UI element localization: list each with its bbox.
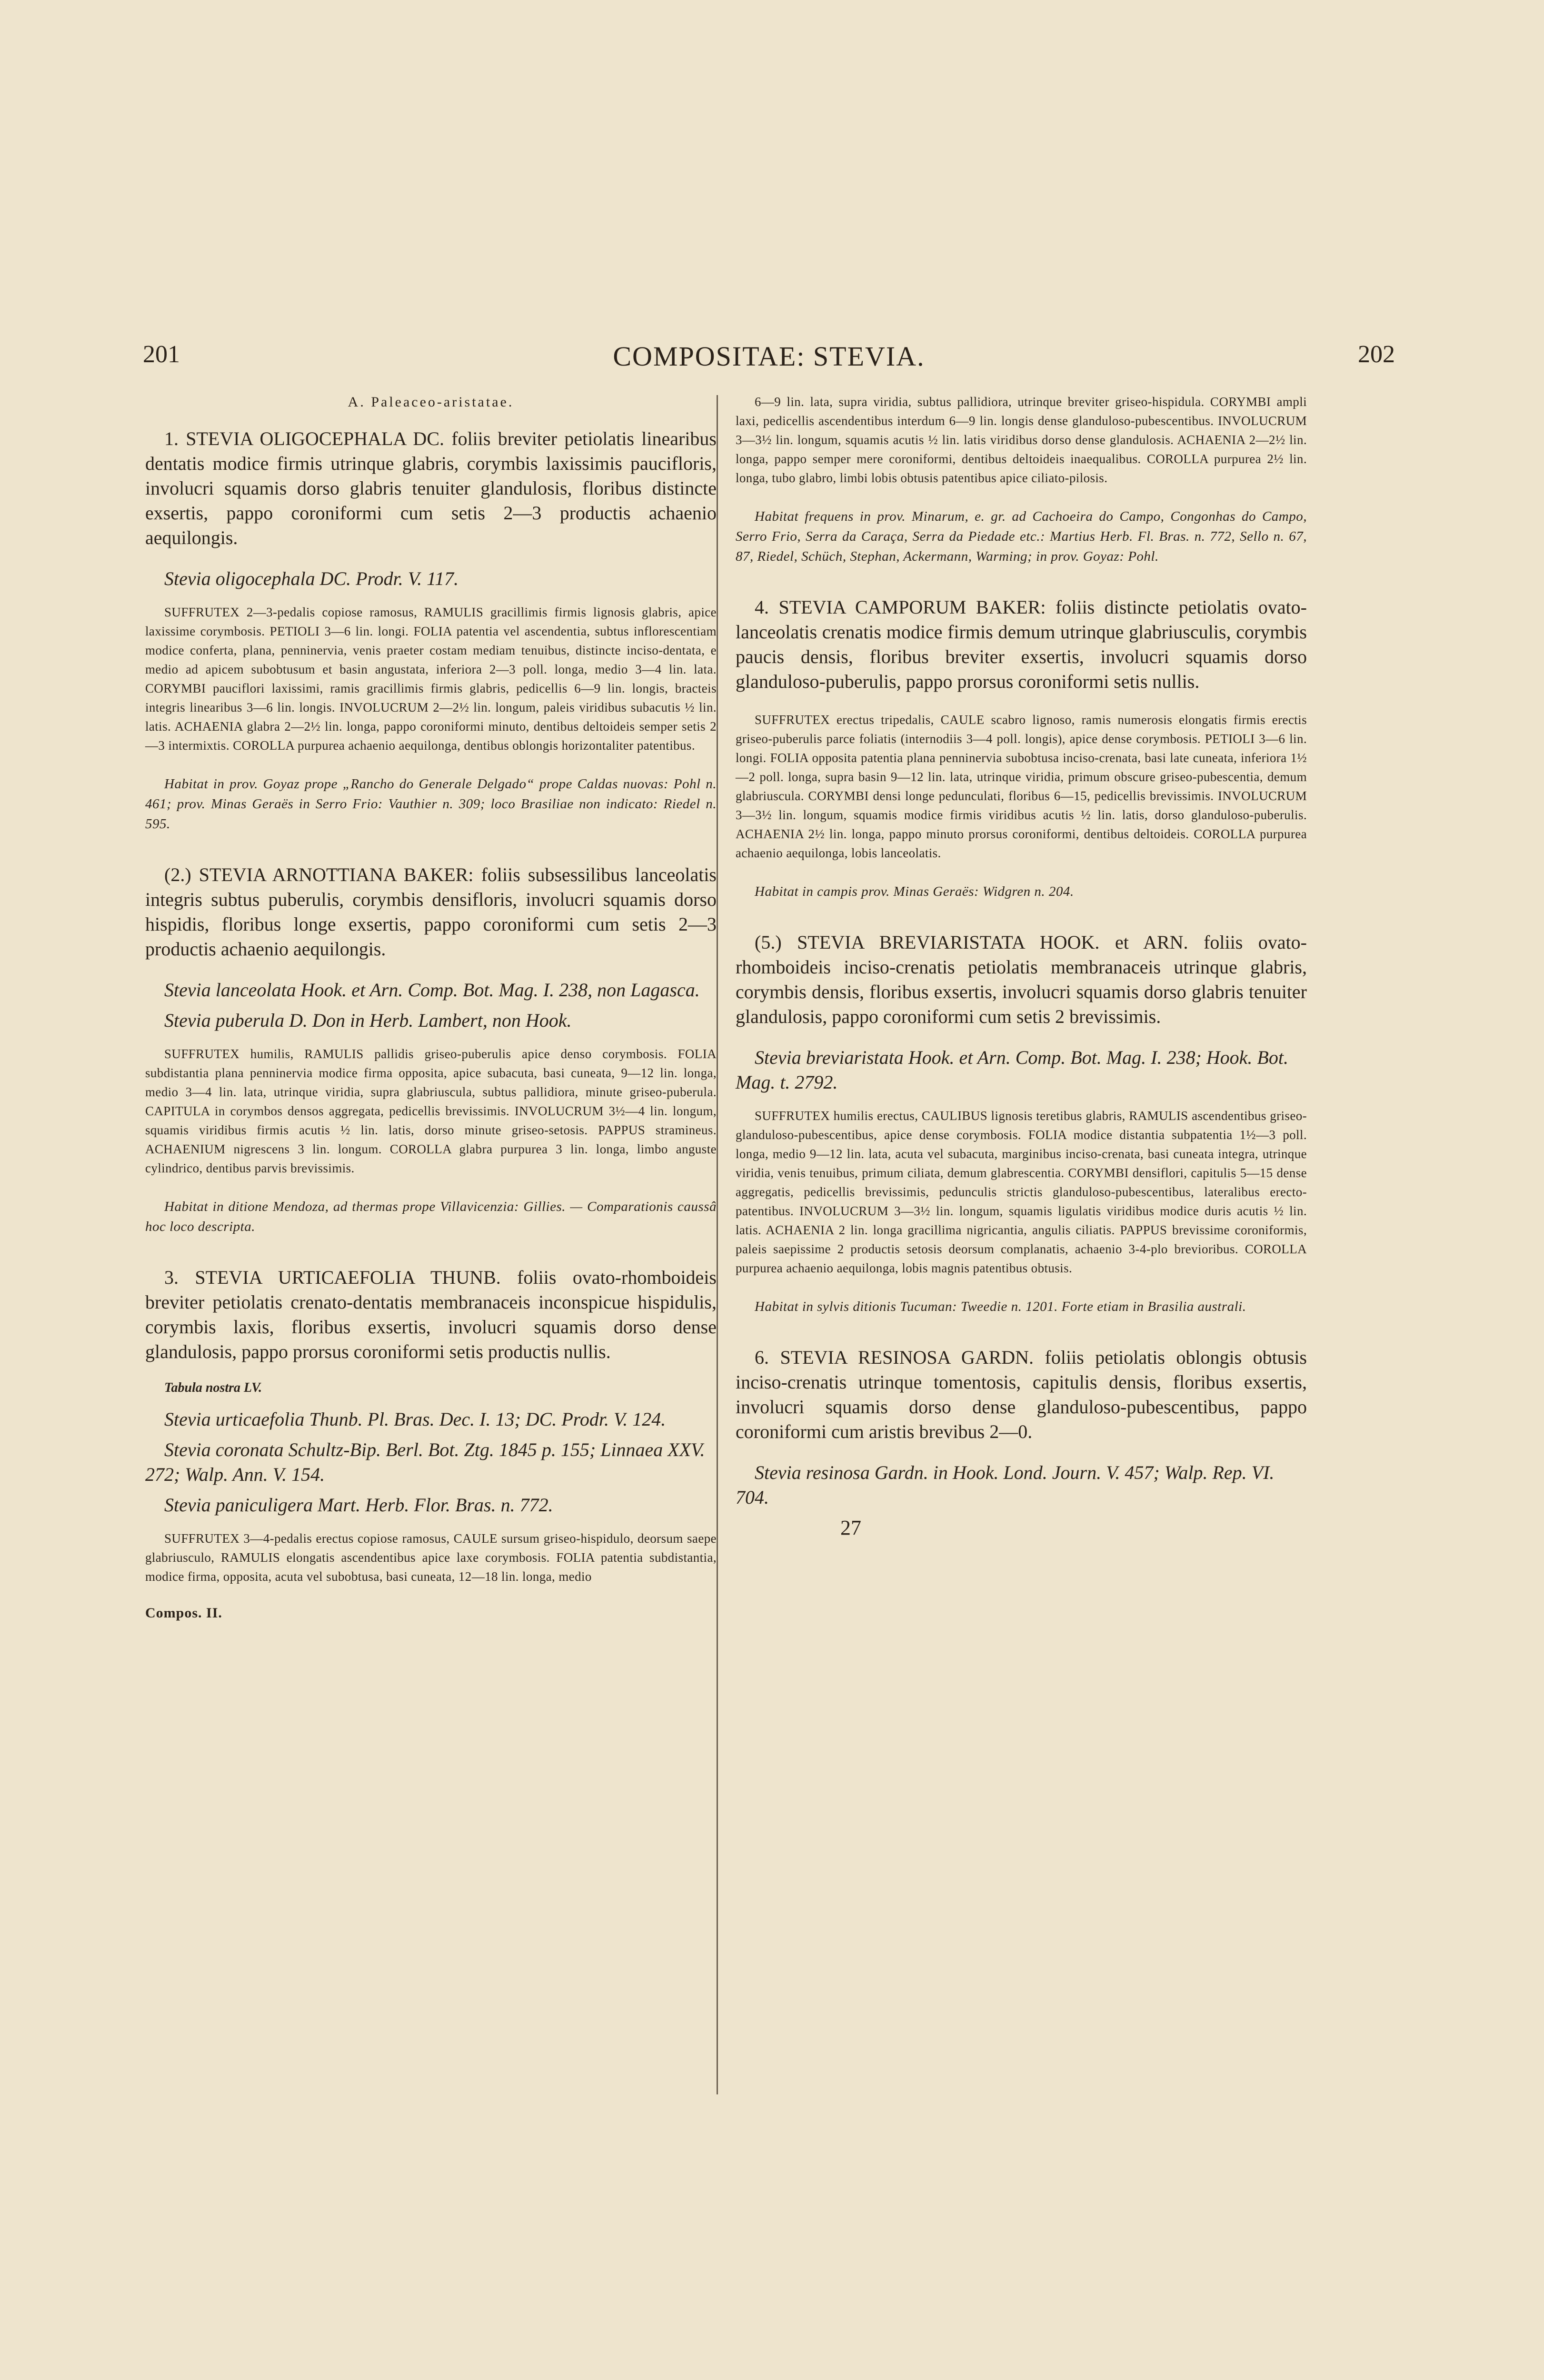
species-5-diagnosis: (5.) STEVIA BREVIARISTATA HOOK. et ARN. foliis ovato-rhomboideis inciso-crenatis petiolatis membranaceis utrinque glabris, corymbis densis, floribus exsertis, involucri squamis dorso glabris tenuiter glandulosis, pappo coroniformi cum setis 2 brevissimis. bbox=[736, 932, 1307, 1027]
species-3-plate-reference: Tabula nostra LV. bbox=[164, 1380, 262, 1395]
species-1-diagnosis: 1. STEVIA OLIGOCEPHALA DC. foliis breviter petiolatis linearibus dentatis modice firmis utrinque glabris, corymbis laxissimis paucifloris, involucri squamis dorso glabris tenuiter glandulosis, floribus distincte exsertis, pappo coroniformi cum setis 2—3 productis achaenio aequilongis. bbox=[145, 428, 717, 548]
right-column bbox=[736, 390, 1307, 1540]
sheet-number: 27 bbox=[840, 1516, 861, 1539]
section-heading: A. Paleaceo-aristatae. bbox=[348, 394, 514, 410]
species-2-habitat: Habitat in ditione Mendoza, ad thermas prope Villavicenzia: Gillies. — Comparationis caussâ hoc loco descripta. bbox=[145, 1199, 717, 1234]
species-6-synonym: Stevia resinosa Gardn. in Hook. Lond. Journ. V. 457; Walp. Rep. VI. 704. bbox=[736, 1462, 1275, 1508]
species-6-diagnosis: 6. STEVIA RESINOSA GARDN. foliis petiolatis oblongis obtusis inciso-crenatis utrinque tomentosis, capitulis densis, floribus exsertis, involucri squamis dorso dense glanduloso-pubescentibus, pappo coroniformi cum aristis brevibus 2—0. bbox=[736, 1347, 1307, 1442]
species-5-description: SUFFRUTEX humilis erectus, CAULIBUS lignosis teretibus glabris, RAMULIS ascendentibus griseo-glanduloso-pubescentibus, apice dense corymbosis. FOLIA modice distantia subpatentia 1½—3 poll. longa, medio 9—12 lin. lata, acuta vel subacuta, marginibus inciso-crenata, basi cuneata integra, utrinque viridia, venis tenuibus, primum ciliata, demum glabrescentia. CORYMBI densiflori, capitulis 5—15 dense aggregatis, pedicellis brevissimis, pedunculis strictis glanduloso-pubescentibus, lateralibus erecto-patentibus. INVOLUCRUM 3—3½ lin. longum, squamis ligulatis viridibus modice duris acutis ½ lin. latis. ACHAENIA 2 lin. longa gracillima nigricantia, angulis ciliatis. PAPPUS brevissime coroniformis, paleis saepissime 2 productis setosis deorsum complanatis, achaenio 3-4-plo brevioribus. COROLLA purpurea achaenio aequilonga, lobis magnis patentibus obtusis. bbox=[736, 1109, 1307, 1275]
species-3-synonym-3: Stevia paniculigera Mart. Herb. Flor. Bras. n. 772. bbox=[164, 1494, 553, 1516]
running-title: COMPOSITAE: STEVIA. bbox=[613, 341, 925, 372]
species-4-habitat: Habitat in campis prov. Minas Geraës: Widgren n. 204. bbox=[755, 884, 1074, 899]
running-header bbox=[143, 340, 1395, 378]
species-3-diagnosis: 3. STEVIA URTICAEFOLIA THUNB. foliis ovato-rhomboideis breviter petiolatis crenato-dentatis membranaceis inconspicue hispidulis, corymbis laxis, floribus exsertis, involucri squamis dorso dense glandulosis, pappo prorsus coroniformi setis productis nullis. bbox=[145, 1267, 717, 1362]
species-1-synonym: Stevia oligocephala DC. Prodr. V. 117. bbox=[164, 568, 459, 589]
column-divider bbox=[717, 395, 718, 2094]
species-3-synonym-2: Stevia coronata Schultz-Bip. Berl. Bot. Ztg. 1845 p. 155; Linnaea XXV. 272; Walp. Ann. V. 154. bbox=[145, 1439, 705, 1485]
signature-mark: Compos. II. bbox=[145, 1605, 222, 1621]
species-3-synonym-1: Stevia urticaefolia Thunb. Pl. Bras. Dec. I. 13; DC. Prodr. V. 124. bbox=[164, 1408, 666, 1430]
species-3-habitat: Habitat frequens in prov. Minarum, e. gr. ad Cachoeira do Campo, Congonhas do Campo, Serro Frio, Serra da Caraça, Serra da Piedade etc.: Martius Herb. Fl. Bras. n. 772, Sello n. 67, 87, Riedel, Schüch, Stephan, Ackermann, Warming; in prov. Goyaz: Pohl. bbox=[736, 509, 1307, 564]
species-1-description: SUFFRUTEX 2—3-pedalis copiose ramosus, RAMULIS gracillimis firmis lignosis glabris, apice laxissime corymbosis. PETIOLI 3—6 lin. longi. FOLIA patentia vel ascendentia, subtus inflorescentiam modice conferta, plana, penninervia, venis praeter costam mediam tenuibus, distincte inciso-dentata, e medio ad apicem subobtusum et basin angustata, inferiora 2—3 poll. longa, medio 3—4 lin. lata. CORYMBI pauciflori laxissimi, ramis gracillimis firmis glabris, pedicellis 6—9 lin. longis, bracteis integris linearibus 3—6 lin. longis. INVOLUCRUM 2—2½ lin. longum, paleis viridibus subacutis ½ lin. latis. ACHAENIA glabra 2—2½ lin. longa, pappo coroniformi minuto, dentibus deltoideis semper setis 2—3 intermixtis. COROLLA purpurea achaenio aequilonga, dentibus oblongis horizontaliter patentibus. bbox=[145, 605, 717, 753]
species-2-synonym-1: Stevia lanceolata Hook. et Arn. Comp. Bot. Mag. I. 238, non Lagasca. bbox=[164, 979, 700, 1001]
species-5-habitat: Habitat in sylvis ditionis Tucuman: Tweedie n. 1201. Forte etiam in Brasilia australi. bbox=[755, 1299, 1246, 1314]
left-column bbox=[145, 390, 717, 1621]
species-4-diagnosis: 4. STEVIA CAMPORUM BAKER: foliis distincte petiolatis ovato-lanceolatis crenatis modice firmis demum utrinque glabriusculis, corymbis paucis densis, floribus breviter exsertis, involucri squamis dorso glanduloso-puberulis, pappo prorsus coroniformi setis nullis. bbox=[736, 596, 1307, 692]
page-number-left: 201 bbox=[143, 341, 180, 368]
species-2-synonym-2: Stevia puberula D. Don in Herb. Lambert, non Hook. bbox=[164, 1010, 572, 1031]
page-number-right: 202 bbox=[1358, 341, 1395, 368]
species-2-diagnosis: (2.) STEVIA ARNOTTIANA BAKER: foliis subsessilibus lanceolatis integris subtus puberulis, corymbis densifloris, involucri squamis dorso hispidis, floribus longe exsertis, pappo coroniformi cum setis 2—3 productis achaenio aequilongis. bbox=[145, 864, 717, 960]
species-5-synonym: Stevia breviaristata Hook. et Arn. Comp. Bot. Mag. I. 238; Hook. Bot. Mag. t. 2792. bbox=[736, 1047, 1288, 1093]
species-1-habitat: Habitat in prov. Goyaz prope „Rancho do Generale Delgado“ prope Caldas nuovas: Pohl n. 461; prov. Minas Geraës in Serro Frio: Vauthier n. 309; loco Brasiliae non indicato: Riedel n. 595. bbox=[145, 776, 717, 832]
species-3-description-continued: 6—9 lin. lata, supra viridia, subtus pallidiora, utrinque breviter griseo-hispidula. CORYMBI ampli laxi, pedicellis ascendentibus interdum 6—9 lin. longis dense glanduloso-pubescentibus. INVOLUCRUM 3—3½ lin. longum, squamis acutis ½ lin. latis viridibus dorso dense glandulosis. ACHAENIA 2—2½ lin. longa, pappo semper mere coroniformi, dentibus deltoideis inaequalibus. COROLLA purpurea 2½ lin. longa, tubo glabro, limbi lobis obtusis patentibus apice ciliato-pilosis. bbox=[736, 395, 1307, 485]
species-3-description: SUFFRUTEX 3—4-pedalis erectus copiose ramosus, CAULE sursum griseo-hispidulo, deorsum saepe glabriusculo, RAMULIS elongatis ascendentibus apice laxe corymbosis. FOLIA patentia subdistantia, modice firma, opposita, acuta vel subobtusa, basi cuneata, 12—18 lin. longa, medio bbox=[145, 1531, 717, 1584]
species-2-description: SUFFRUTEX humilis, RAMULIS pallidis griseo-puberulis apice denso corymbosis. FOLIA subdistantia plana penninervia modice firma opposita, apice subacuta, basi cuneata, 9—12 lin. longa, medio 3—4 lin. lata, utrinque viridia, supra glabriuscula, subtus pallidiora, minute griseo-puberula. CAPITULA in corymbos densos aggregata, pedicellis brevissimis. INVOLUCRUM 3½—4 lin. longum, squamis viridibus firmis acutis ½ lin. latis, dorso minute griseo-setosis. PAPPUS stramineus. ACHAENIUM nigrescens 3 lin. longum. COROLLA glabra purpurea 3 lin. longa, limbo anguste cylindrico, dentibus parvis brevissimis. bbox=[145, 1047, 717, 1175]
species-4-description: SUFFRUTEX erectus tripedalis, CAULE scabro lignoso, ramis numerosis elongatis firmis erectis griseo-puberulis parce foliatis (internodiis 3—4 poll. longis), apice dense corymbosis. PETIOLI 3—6 lin. longi. FOLIA opposita patentia plana penninervia subobtusa inciso-crenata, basi late cuneata, inferiora 1½—2 poll. longa, supra basin 9—12 lin. lata, utrinque viridia, primum obscure griseo-pubescentia, demum glabriuscula. CORYMBI densi longe pedunculati, floribus 6—15, pedicellis brevissimis. INVOLUCRUM 3—3½ lin. longum, squamis modice firmis viridibus acutis ½ lin. latis, dorso glanduloso-puberulis. ACHAENIA 2½ lin. longa, pappo minuto prorsus coroniformi, dentibus deltoideis. COROLLA purpurea achaenio aequilonga, lobis lanceolatis. bbox=[736, 713, 1307, 860]
